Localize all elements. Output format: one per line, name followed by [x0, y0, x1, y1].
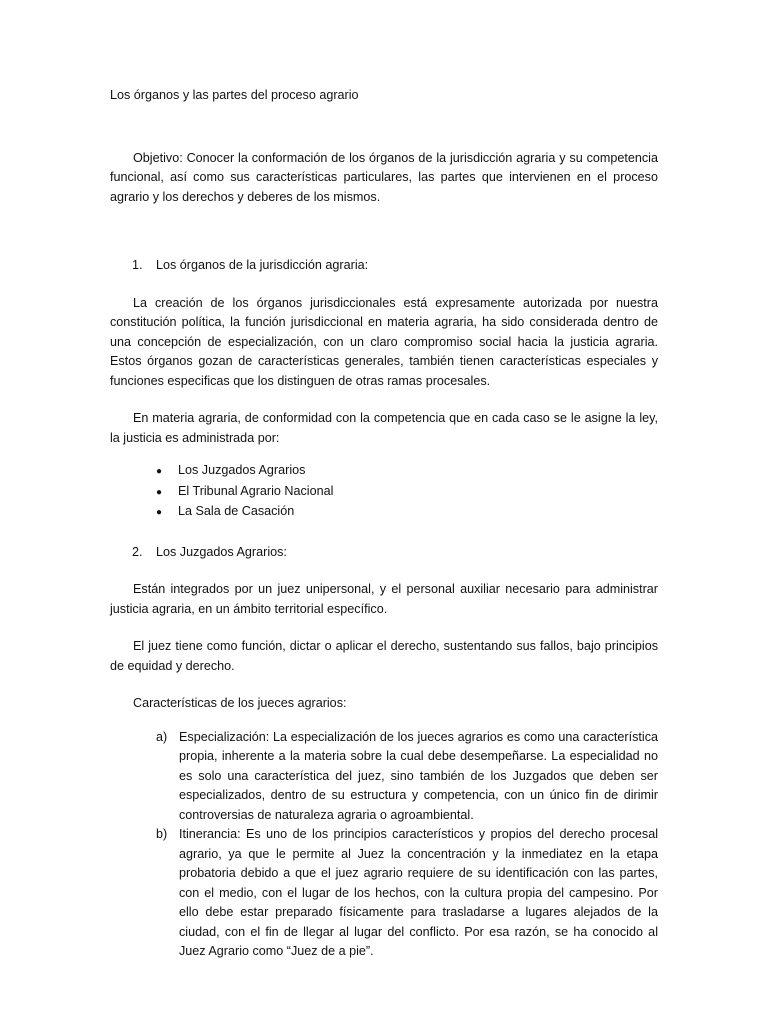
list-item	[110, 728, 658, 826]
section-1-heading	[110, 256, 658, 276]
bullet-icon: ●	[156, 486, 163, 498]
section-1-paragraph-2: En materia agraria, de conformidad con la competencia que en cada caso se le asigne la ley, la justicia es administrada por:	[110, 411, 658, 445]
characteristics-list	[110, 728, 658, 962]
list-item	[110, 461, 658, 482]
bullet-icon: ●	[156, 466, 163, 477]
section-2-number: 2.	[132, 544, 143, 559]
item-letter: b)	[156, 827, 168, 841]
bullet-text: El Tribunal Agrario Nacional	[178, 483, 334, 498]
document-body	[110, 86, 658, 962]
list-item	[110, 825, 658, 962]
section-2-heading	[110, 543, 658, 563]
section-2-paragraph-3: Características de los jueces agrarios:	[133, 696, 347, 710]
section-1-paragraph-1: La creación de los órganos jurisdiccionales está expresamente autorizada por nuestra constitución política, la función jurisdiccional en materia agraria, ha sido considerada dentro de una concepción de especialización, con un claro compromiso social hacia la justicia agraria. Estos órganos gozan de características generales, también tienen características especiales y funciones especificas que los distinguen de otras ramas procesales.	[110, 295, 658, 388]
bullet-list	[110, 461, 658, 523]
section-1-heading-text: Los órganos de la jurisdicción agraria:	[156, 258, 369, 272]
bullet-icon: ●	[156, 507, 163, 518]
section-2-heading-text: Los Juzgados Agrarios:	[156, 544, 287, 559]
list-item	[110, 502, 658, 523]
section-2-paragraph-2: El juez tiene como función, dictar o aplicar el derecho, sustentando sus fallos, bajo principios de equidad y derecho.	[110, 639, 658, 673]
list-item	[110, 482, 658, 503]
item-letter: a)	[156, 729, 168, 744]
bullet-text: La Sala de Casación	[178, 504, 295, 518]
item-text: Especialización: La especialización de los jueces agrarios es como una característica propia, inherente a la materia sobre la cual debe desempeñarse. La especialidad no es solo una característica del juez, sino también de los Juzgados que deben ser especializados, dentro de su estructura y competencia, con un único fin de dirimir controversias de naturaleza agraria o agroambiental.	[179, 729, 658, 822]
objective-paragraph: Objetivo: Conocer la conformación de los órganos de la jurisdicción agraria y su competencia funcional, así como sus características particulares, las partes que intervienen en el proceso agrario y los derechos y deberes de los mismos.	[110, 150, 658, 204]
document-title: Los órganos y las partes del proceso agrario	[110, 88, 359, 102]
section-2-paragraph-1: Están integrados por un juez unipersonal, y el personal auxiliar necesario para administrar justicia agraria, en un ámbito territorial específico.	[110, 582, 658, 616]
section-1-number: 1.	[132, 258, 143, 272]
bullet-text: Los Juzgados Agrarios	[178, 463, 306, 477]
item-text: Itinerancia: Es uno de los principios característicos y propios del derecho procesal agrario, ya que le permite al Juez la concentración y la inmediatez en la etapa probatoria debido a que el juez agrario requiere de su identificación con las partes, con el medio, con el lugar de los hechos, con la cultura propia del campesino. Por ello debe estar preparado físicamente para trasladarse a lugares alejados de la ciudad, con el fin de llegar al lugar del conflicto. Por esa razón, se ha conocido al Juez Agrario como “Juez de a pie”.	[179, 827, 658, 958]
